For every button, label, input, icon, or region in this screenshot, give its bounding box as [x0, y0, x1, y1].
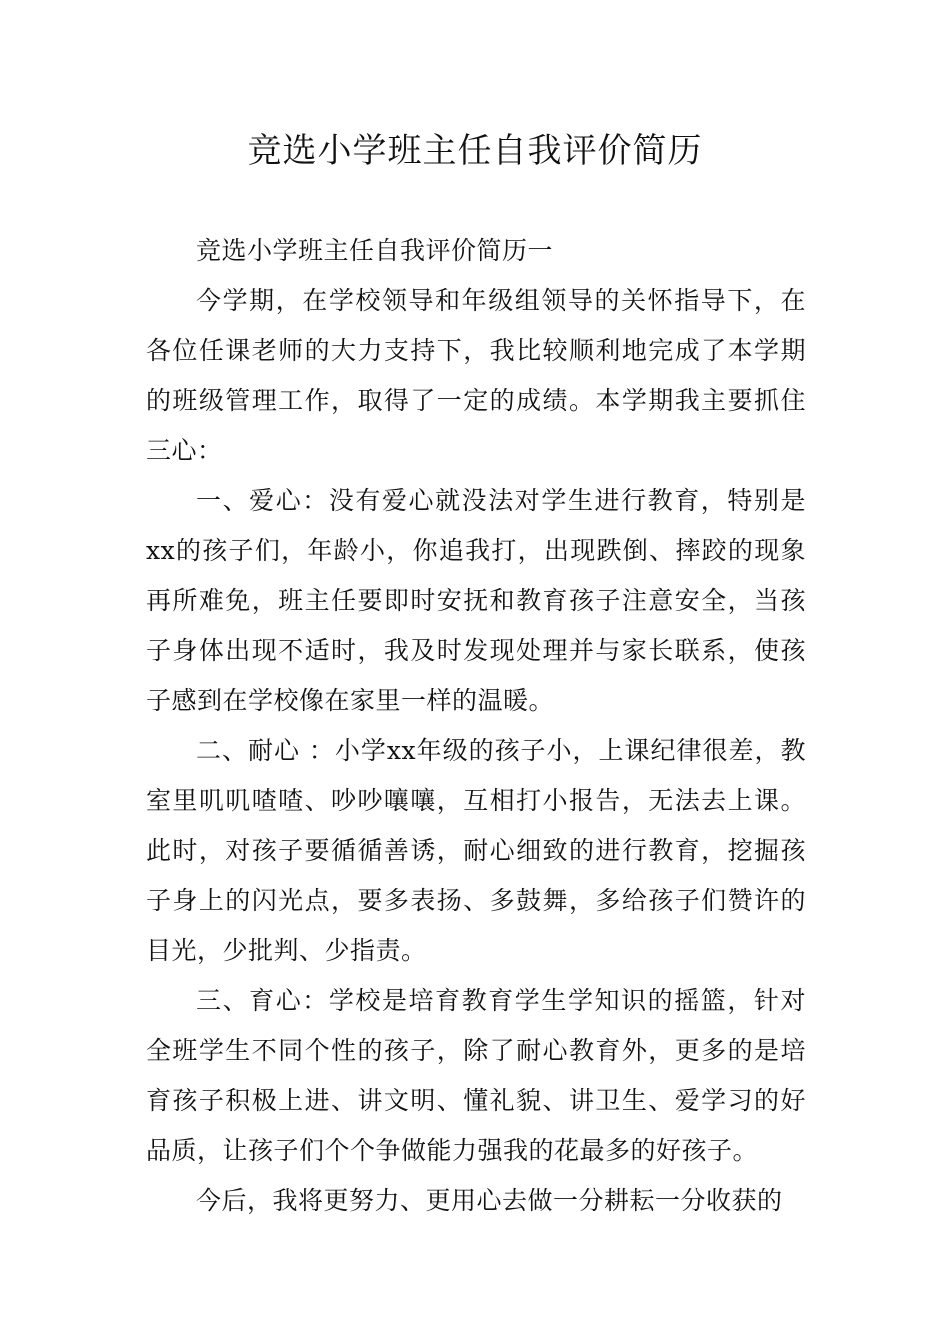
section-heading-paragraph: 竞选小学班主任自我评价简历一 — [196, 236, 554, 265]
nurture-paragraph: 三、育心：学校是培育教育学生学知识的摇篮，针对全班学生不同个性的孩子，除了耐心教育外，更多的是培育孩子积极上进、讲文明、懂礼貌、讲卫生、爱学习的好品质，让孩子们个个争做能力强我的花最多的好孩子。 — [146, 986, 806, 1165]
intro-paragraph: 今学期，在学校领导和年级组领导的关怀指导下，在各位任课老师的大力支持下，我比较顺利地完成了本学期的班级管理工作，取得了一定的成绩。本学期我主要抓住三心： — [146, 286, 806, 465]
future-paragraph: 今后，我将更努力、更用心去做一分耕耘一分收获的 — [196, 1186, 783, 1215]
patience-paragraph: 二、耐心 ：小学xx年级的孩子小，上课纪律很差，教室里叽叽喳喳、吵吵嚷嚷，互相打小报告，无法去上课。此时，对孩子要循循善诱，耐心细致的进行教育，挖掘孩子身上的闪光点，要多表扬、多鼓舞，多给孩子们赞许的目光，少批判、少指责。 — [146, 736, 806, 965]
document-title: 竞选小学班主任自我评价简历 — [247, 131, 703, 171]
document-body — [146, 226, 806, 1226]
love-paragraph: 一、爱心：没有爱心就没法对学生进行教育，特别是xx的孩子们，年龄小，你追我打，出现跌倒、摔跤的现象再所难免，班主任要即时安抚和教育孩子注意安全，当孩子身体出现不适时，我及时发现处理并与家长联系，使孩子感到在学校像在家里一样的温暖。 — [146, 486, 806, 715]
